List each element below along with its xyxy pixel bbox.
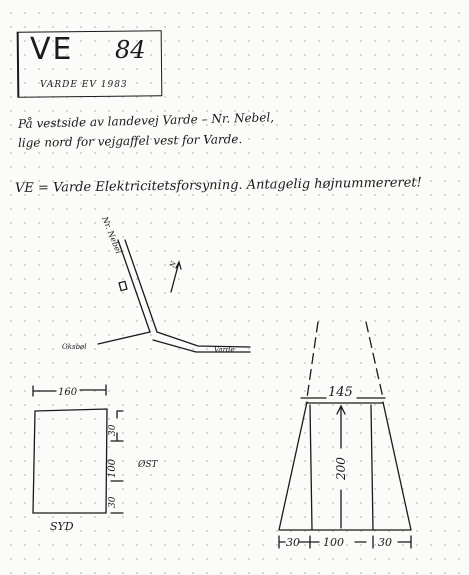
map-road-east-label: Varde	[214, 346, 235, 354]
road-east	[153, 332, 250, 352]
side-view-sketch	[279, 322, 411, 548]
plan-right-segment-1: 30	[108, 424, 118, 436]
road-north	[118, 240, 157, 332]
abbreviation-note: VE = Varde Elektricitetsforsyning. Antagelig højnummereret!	[14, 175, 422, 196]
label-number: 84	[115, 36, 146, 64]
top-view-sketch	[33, 385, 123, 513]
location-line-1: På vestside av landevej Varde – Nr. Nebel,	[17, 110, 275, 131]
plan-width-label: 160	[58, 387, 78, 398]
plan-right-segment-3: 30	[108, 496, 118, 508]
plan-outline	[33, 409, 107, 513]
elevation-top-width-label: 145	[328, 385, 353, 400]
plan-right-segment-2: 100	[107, 458, 118, 478]
road-west	[98, 332, 150, 344]
elevation-base-segment-3: 30	[378, 536, 392, 549]
plan-east-label: ØST	[138, 460, 158, 470]
location-map	[62, 214, 250, 354]
elevation-base-segment-2: 100	[323, 536, 344, 549]
map-road-north-label: Nr. Nebel	[100, 215, 124, 256]
marker-stone-symbol	[119, 281, 127, 290]
map-road-west-label: Oksbøl	[62, 343, 87, 351]
elevation-upper-dashed-right	[366, 322, 383, 398]
elevation-upper-dashed-left	[307, 322, 318, 398]
label-caption: VARDE EV 1983	[40, 80, 128, 90]
location-line-2: lige nord for vejgaffel vest for Varde.	[17, 132, 243, 150]
map-north-label: N	[168, 260, 178, 269]
elevation-height-label: 200	[334, 457, 348, 480]
elevation-base-segment-1: 30	[286, 536, 300, 549]
label-code: VE	[30, 32, 74, 67]
plan-south-label: SYD	[50, 520, 74, 533]
